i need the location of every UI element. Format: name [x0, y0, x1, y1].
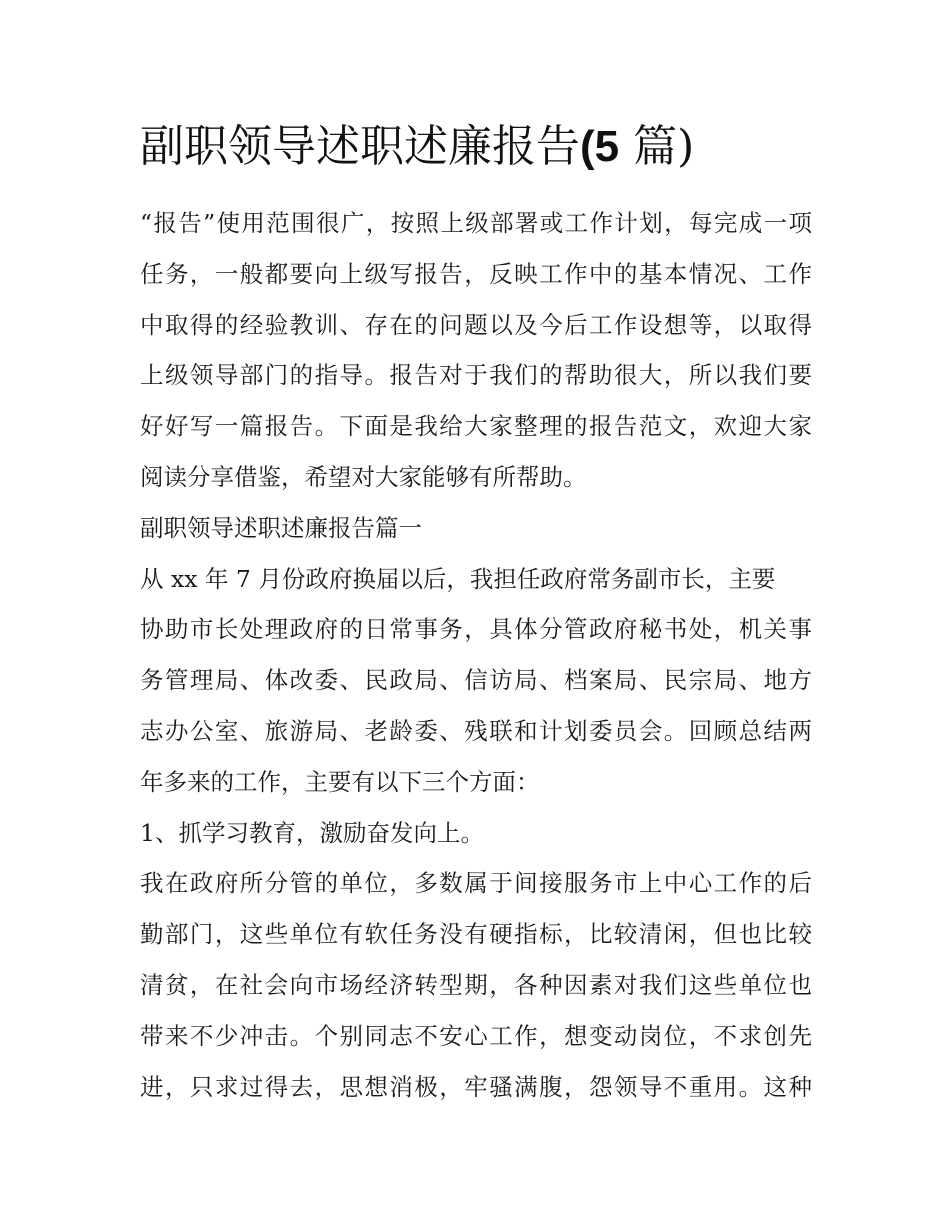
body-line: 1、抓学习教育，激励奋发向上。	[140, 818, 484, 847]
body-line: 志办公室、旅游局、老龄委、残联和计划委员会。回顾总结两	[140, 716, 812, 745]
document-body	[140, 198, 812, 1112]
body-line: “报告”使用范围很广，按照上级部署或工作计划，每完成一项	[140, 209, 812, 237]
body-line: 年多来的工作，主要有以下三个方面：	[140, 767, 540, 796]
body-line: 好好写一篇报告。下面是我给大家整理的报告范文，欢迎大家	[140, 412, 812, 441]
body-line: 带来不少冲击。个别同志不安心工作，想变动岗位，不求创先	[140, 1021, 812, 1050]
title-text: 副职领导述职述廉报告	[140, 121, 580, 172]
document-title	[140, 112, 694, 182]
body-line: 上级领导部门的指导。报告对于我们的帮助很大，所以我们要	[140, 361, 812, 390]
body-line: 从 xx 年 7 月份政府换届以后，我担任政府常务副市长，主要	[140, 564, 776, 593]
body-line: 协助市长处理政府的日常事务，具体分管政府秘书处，机关事	[140, 615, 812, 644]
title-paren-open: (	[580, 122, 595, 171]
body-line: 我在政府所分管的单位，多数属于间接服务市上中心工作的后	[140, 869, 812, 898]
body-line: 务管理局、体改委、民政局、信访局、档案局、民宗局、地方	[140, 666, 812, 695]
title-suffix: 篇)	[619, 121, 695, 172]
title-number: 5	[594, 122, 620, 171]
body-line: 清贫，在社会向市场经济转型期，各种因素对我们这些单位也	[140, 970, 812, 999]
body-line: 阅读分享借鉴，希望对大家能够有所帮助。	[140, 462, 587, 491]
body-line: 副职领导述职述廉报告篇一	[140, 513, 422, 542]
body-line: 任务，一般都要向上级写报告，反映工作中的基本情况、工作	[140, 259, 812, 288]
body-line: 进，只求过得去，思想消极，牢骚满腹，怨领导不重用。这种	[140, 1072, 812, 1101]
body-line: 勤部门，这些单位有软任务没有硬指标，比较清闲，但也比较	[140, 920, 812, 949]
body-line: 中取得的经验教训、存在的问题以及今后工作设想等，以取得	[140, 310, 812, 339]
